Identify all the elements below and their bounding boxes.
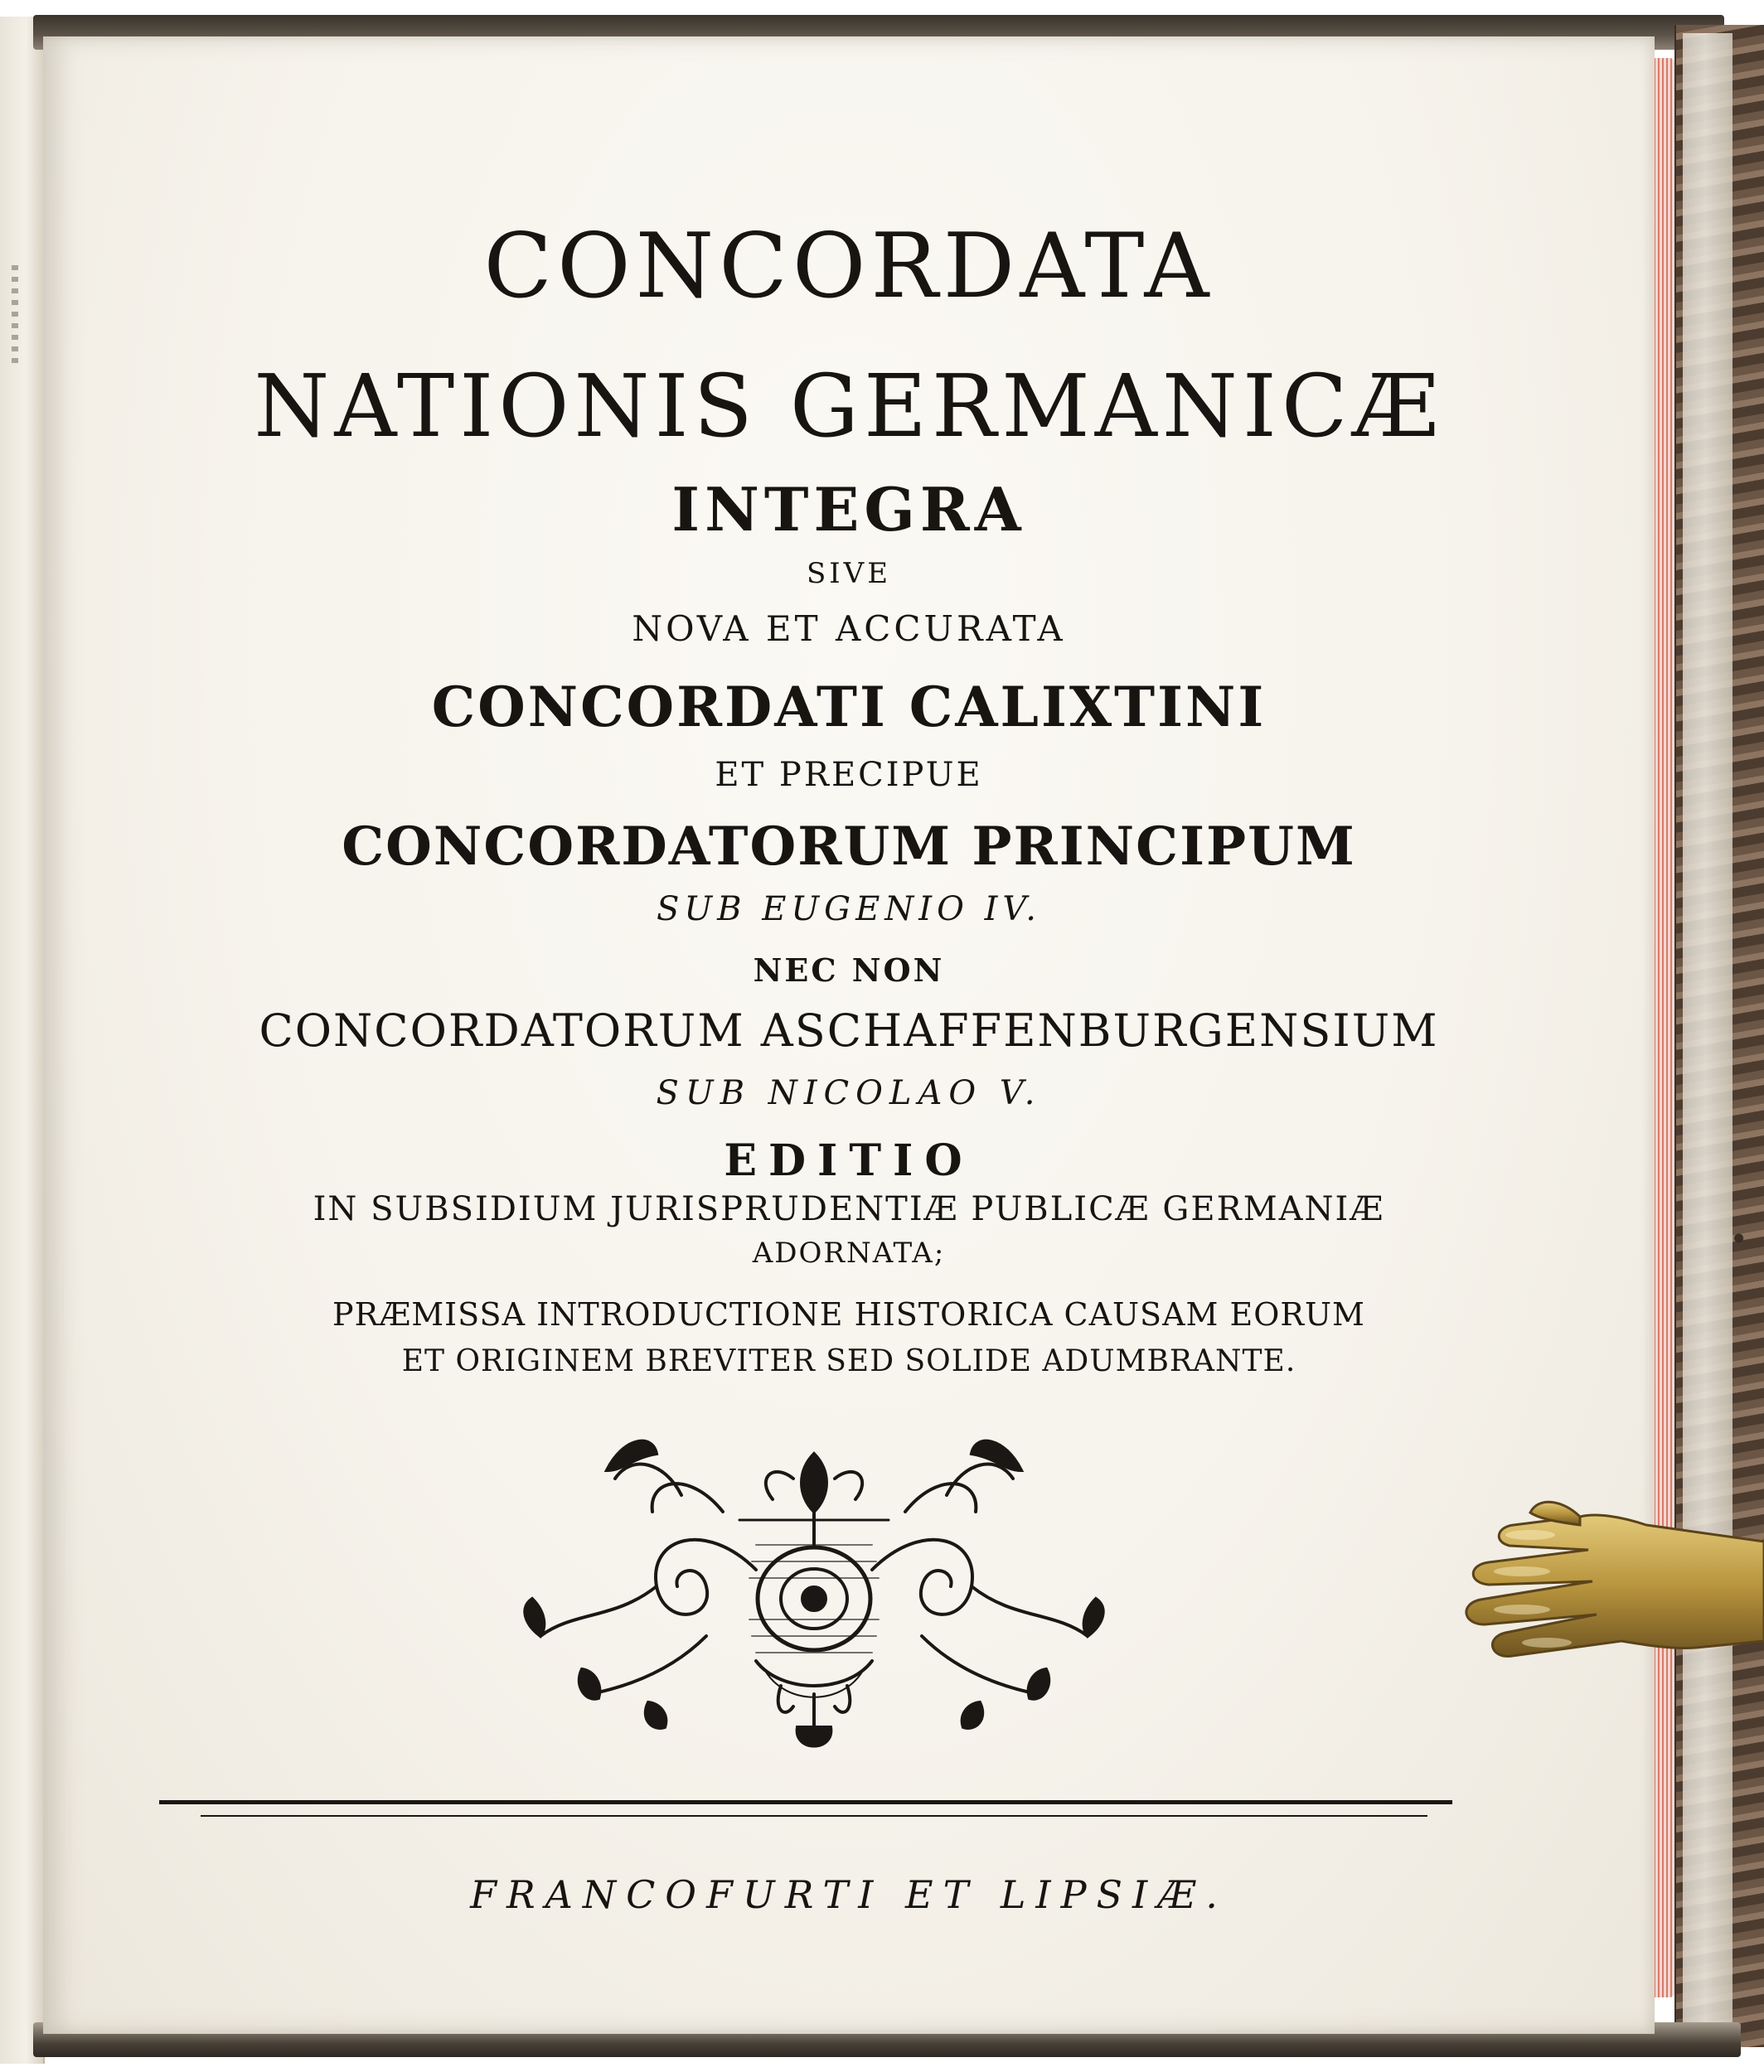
title-line-integra: INTEGRA <box>671 474 1026 545</box>
vellum-spine-edge <box>1683 33 1732 2039</box>
title-line-et-precipue: ET PRECIPUE <box>715 756 983 794</box>
title-line-et-originem: ET ORIGINEM BREVITER SED SOLIDE ADUMBRANTE. <box>401 1344 1296 1378</box>
title-line-sive: SIVE <box>806 557 892 590</box>
left-page-text-fragment <box>12 265 18 365</box>
title-line-concordatorum-aschaffenburgensium: CONCORDATORUM ASCHAFFENBURGENSIUM <box>259 1005 1439 1057</box>
brass-hand-bookmark-icon <box>1456 1467 1764 1682</box>
title-line-concordata: CONCORDATA <box>483 215 1214 318</box>
title-line-in-subsidium: IN SUBSIDIUM JURISPRUDENTIÆ PUBLICÆ GERMANIÆ <box>313 1190 1385 1228</box>
title-line-sub-eugenio: SUB EUGENIO IV. <box>656 890 1041 928</box>
title-line-adornata: ADORNATA; <box>752 1237 946 1270</box>
imprint-rule-thick <box>159 1800 1452 1804</box>
title-line-concordatorum-principum: CONCORDATORUM PRINCIPUM <box>342 816 1356 878</box>
title-line-sub-nicolao: SUB NICOLAO V. <box>656 1074 1042 1112</box>
title-line-editio: EDITIO <box>724 1135 974 1186</box>
imprint-rule-thin <box>201 1815 1427 1817</box>
title-line-nova-et-accurata: NOVA ET ACCURATA <box>632 608 1066 649</box>
title-line-praemissa: PRÆMISSA INTRODUCTIONE HISTORICA CAUSAM EORUM <box>332 1296 1365 1333</box>
imprint-line: FRANCOFURTI ET LIPSIÆ. <box>470 1872 1228 1917</box>
title-line-concordati-calixtini: CONCORDATI CALIXTINI <box>431 675 1267 739</box>
title-page <box>43 36 1655 2034</box>
title-line-nec-non: NEC NON <box>753 951 945 989</box>
floral-woodcut-vignette-icon <box>507 1421 1121 1769</box>
left-page-edge <box>0 17 45 2064</box>
title-line-nationis-germanicae: NATIONIS GERMANICÆ <box>254 356 1444 457</box>
